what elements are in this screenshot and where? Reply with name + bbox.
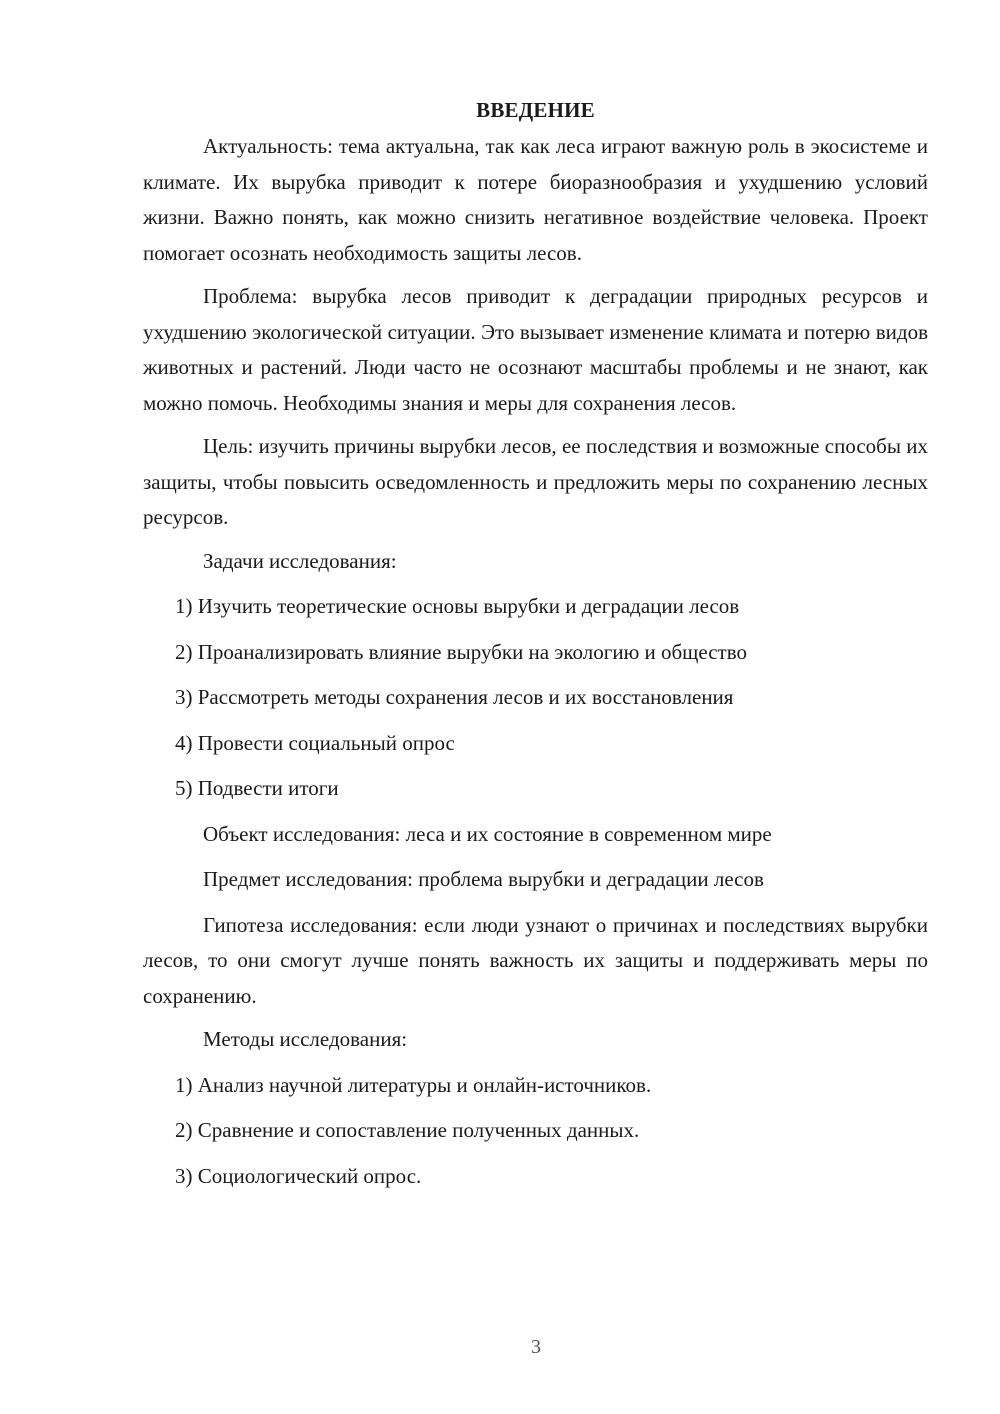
- task-item: 5) Подвести итоги: [175, 776, 339, 800]
- paragraph-goal: Цель: изучить причины вырубки лесов, ее последствия и возможные способы их защиты, чтобы повысить осведомленность и предложить меры по сохранению лесных ресурсов.: [143, 434, 928, 529]
- task-item: 1) Изучить теоретические основы вырубки и деградации лесов: [175, 594, 740, 618]
- task-item: 2) Проанализировать влияние вырубки на экологию и общество: [175, 639, 747, 664]
- task-item: 4) Провести социальный опрос: [175, 730, 455, 755]
- methods-label: Методы исследования:: [203, 1027, 408, 1051]
- task-item: 3) Рассмотреть методы сохранения лесов и их восстановления: [175, 685, 734, 709]
- method-item: 3) Социологический опрос.: [175, 1163, 422, 1188]
- paragraph-relevance: Актуальность: тема актуальна, так как леса играют важную роль в экосистеме и климате. Их вырубка приводит к потере биоразнообразия и ухудшению условий жизни. Важно понять, как можно снизить негативное воздействие человека. Проект помогает осознать необходимость защиты лесов.: [143, 134, 928, 265]
- section-heading: ВВЕДЕНИЕ: [476, 98, 595, 122]
- method-item: 1) Анализ научной литературы и онлайн-источников.: [175, 1072, 652, 1097]
- method-item: 2) Сравнение и сопоставление полученных данных.: [175, 1118, 640, 1142]
- page-content: [143, 95, 928, 1204]
- research-subject: Предмет исследования: проблема вырубки и деградации лесов: [203, 867, 764, 891]
- tasks-label: Задачи исследования:: [203, 548, 397, 573]
- paragraph-problem: Проблема: вырубка лесов приводит к деградации природных ресурсов и ухудшению экологической ситуации. Это вызывает изменение климата и потерю видов животных и растений. Люди часто не осознают масштабы проблемы и не знают, как можно помочь. Необходимы знания и меры для сохранения лесов.: [143, 284, 928, 415]
- page-number: 3: [531, 1336, 541, 1358]
- research-object: Объект исследования: леса и их состояние в современном мире: [203, 821, 772, 846]
- paragraph-hypothesis: Гипотеза исследования: если люди узнают о причинах и последствиях вырубки лесов, то они смогут лучше понять важность их защиты и поддерживать меры по сохранению.: [143, 912, 928, 1008]
